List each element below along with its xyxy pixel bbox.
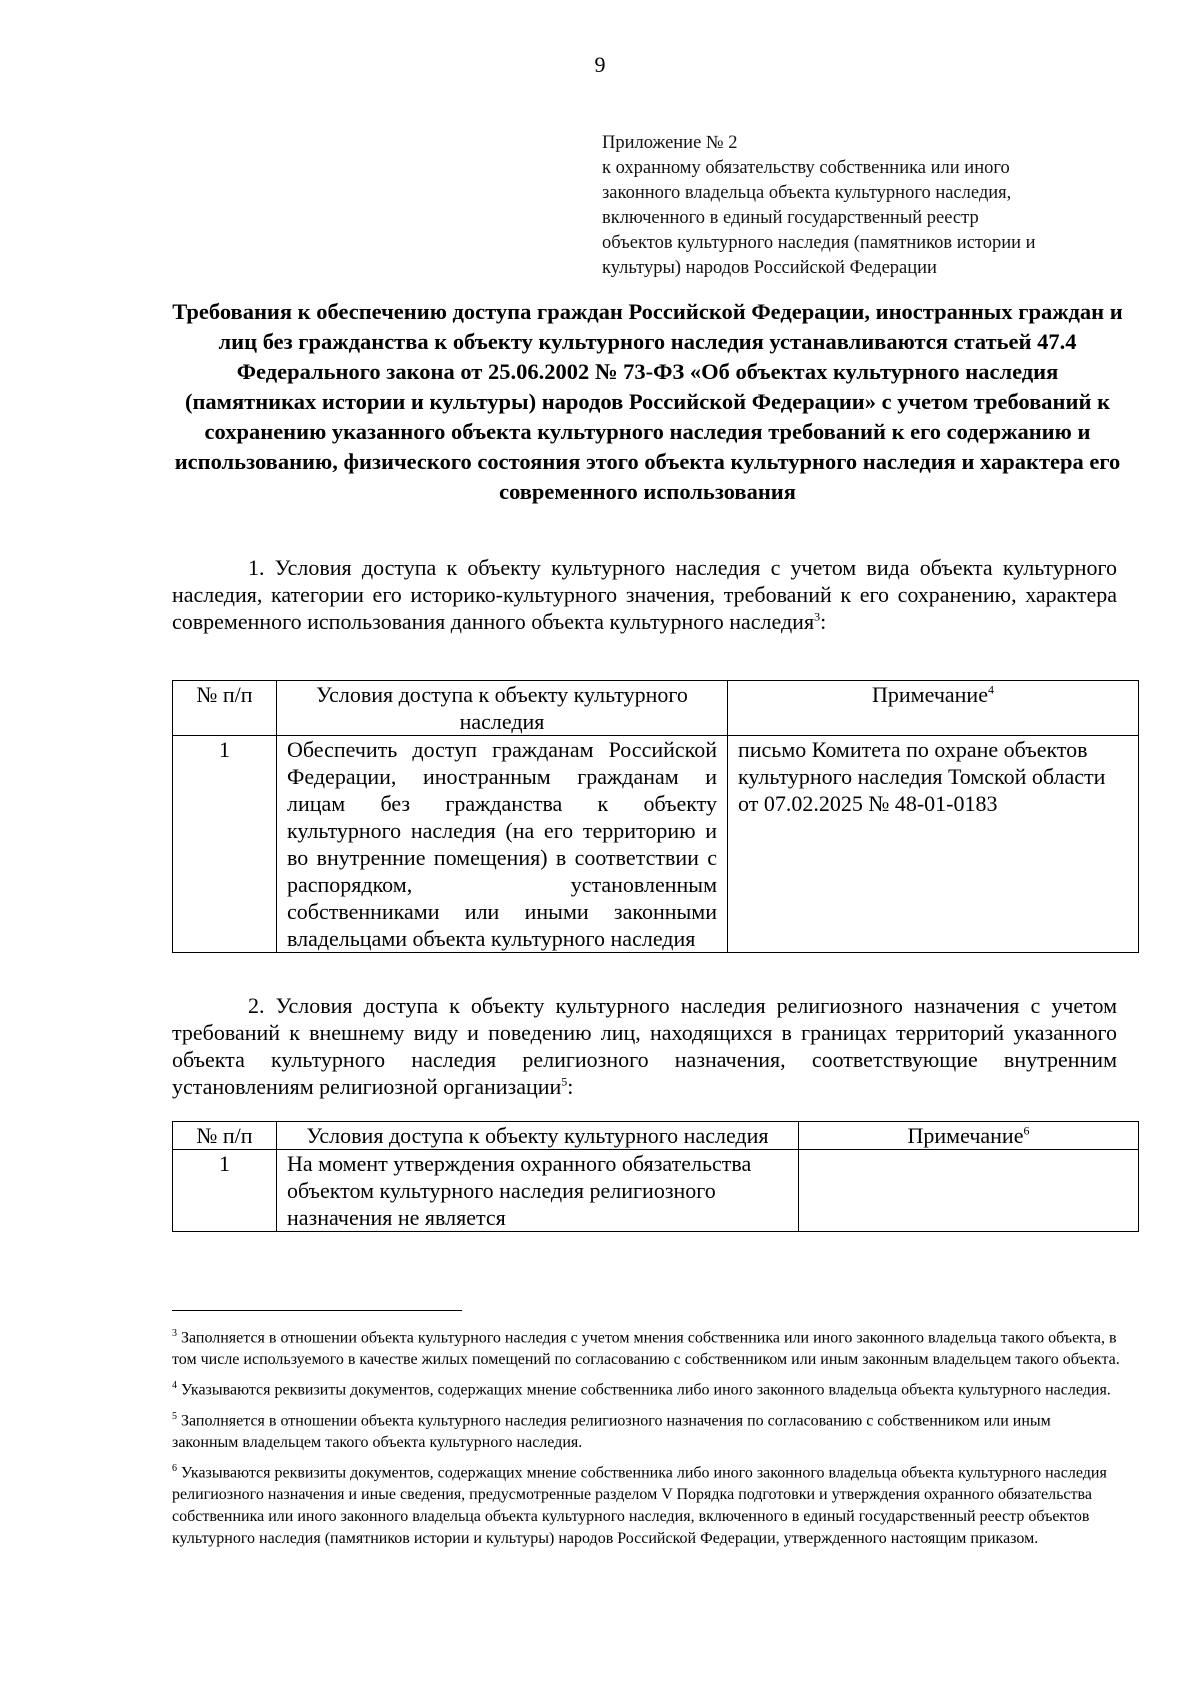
cell-condition: На момент утверждения охранного обязательства объектом культурного наследия религиозного назначения не является <box>277 1150 799 1232</box>
column-header-condition: Условия доступа к объекту культурного наследия <box>277 1122 799 1150</box>
footnote-ref: 3 <box>814 609 821 624</box>
access-conditions-table <box>172 680 1139 953</box>
note-header-label: Примечание <box>872 682 988 707</box>
footnote-ref: 4 <box>987 682 994 697</box>
footnote-text: Заполняется в отношении объекта культурного наследия с учетом мнения собственника или иного законного владельца такого объекта, в том числе используемого в качестве жилых помещений по согласованию с собственником или иным законным владельцем такого объекта. <box>172 1329 1120 1369</box>
annex-line: культуры) народов Российской Федерации <box>602 258 937 278</box>
column-header-condition: Условия доступа к объекту культурного наследия <box>277 681 728 736</box>
footnote <box>172 1458 1120 1550</box>
cell-number: 1 <box>173 736 277 953</box>
table-header-row <box>173 1122 1139 1150</box>
column-header-note <box>728 681 1139 736</box>
footnote-number: 3 <box>172 1328 177 1339</box>
section-1-paragraph <box>172 554 1117 635</box>
table-row <box>173 1150 1139 1232</box>
annex-line: законного владельца объекта культурного наследия, <box>602 183 1012 203</box>
footnote <box>172 1323 1120 1371</box>
footnote-separator <box>172 1310 462 1311</box>
annex-line: к охранному обязательству собственника или иного <box>602 158 1010 178</box>
footnote <box>172 1406 1120 1454</box>
footnote-text: Указываются реквизиты документов, содержащих мнение собственника либо иного законного владельца объекта культурного наследия религиозного назначения и иные сведения, предусмотренные разделом V Порядка подготовки и утверждения охранного обязательства собственника или иного законного владельца объекта культурного наследия, включенного в единый государственный реестр объектов культурного наследия (памятников истории и культуры) народов Российской Федерации, утвержденного настоящим приказом. <box>172 1464 1107 1548</box>
cell-condition: Обеспечить доступ гражданам Российской Федерации, иностранным гражданам и лицам без гражданства к объекту культурного наследия (на его территорию и во внутренние помещения) в соответствии с распорядком, установленным собственниками или иными законными владельцами объекта культурного наследия <box>277 736 728 953</box>
cell-note: письмо Комитета по охране объектов культурного наследия Томской области от 07.02.2025 № 48-01-0183 <box>728 736 1139 953</box>
annex-title: Приложение № 2 <box>602 133 738 153</box>
annex-line: включенного в единый государственный реестр <box>602 208 979 228</box>
table-row <box>173 736 1139 953</box>
footnote-number: 5 <box>172 1410 177 1422</box>
annex-line: объектов культурного наследия (памятников истории и <box>602 233 1036 253</box>
punctuation: : <box>567 1074 574 1099</box>
footnote <box>172 1375 1120 1401</box>
footnote-ref: 6 <box>1023 1123 1030 1138</box>
annex-header <box>602 131 1122 281</box>
table-header-row <box>173 681 1139 736</box>
footnote-number: 4 <box>172 1380 177 1392</box>
cell-note <box>799 1150 1139 1232</box>
column-header-number: № п/п <box>173 1122 277 1150</box>
page-number: 9 <box>594 52 606 77</box>
column-header-note <box>799 1122 1139 1150</box>
section-1-text: 1. Условия доступа к объекту культурного наследия с учетом вида объекта культурного наследия, категории его историко-культурного значения, требований к его сохранению, характера современного использования данного объекта культурного наследия <box>172 555 1117 634</box>
document-title: Требования к обеспечению доступа граждан Российской Федерации, иностранных граждан и лиц без гражданства к объекту культурного наследия устанавливаются статьей 47.4 Федерального закона от 25.06.2002 № 73-ФЗ «Об объектах культурного наследия (памятниках истории и культуры) народов Российской Федерации» с учетом требований к сохранению указанного объекта культурного наследия требований к его содержанию и использованию, физического состояния этого объекта культурного наследия и характера его современного использования <box>172 299 1123 504</box>
column-header-number: № п/п <box>173 681 277 736</box>
footnotes <box>172 1323 1120 1554</box>
section-2-paragraph <box>172 992 1117 1100</box>
footnote-number: 6 <box>172 1462 177 1474</box>
section-2-text: 2. Условия доступа к объекту культурного наследия религиозного назначения с учетом требований к внешнему виду и поведению лиц, находящихся в границах территорий указанного объекта культурного наследия религиозного назначения, соответствующие внутренним установлениям религиозной организации <box>172 993 1117 1099</box>
note-header-label: Примечание <box>907 1123 1024 1148</box>
footnote-text: Указываются реквизиты документов, содержащих мнение собственника либо иного законного владельца объекта культурного наследия. <box>181 1381 1111 1399</box>
punctuation: : <box>820 609 827 634</box>
religious-access-table <box>172 1121 1139 1232</box>
footnote-text: Заполняется в отношении объекта культурного наследия религиозного назначения по согласованию с собственником или иным законным владельцем такого объекта культурного наследия. <box>172 1411 1051 1451</box>
cell-number: 1 <box>173 1150 277 1232</box>
footnote-ref: 5 <box>561 1074 568 1089</box>
